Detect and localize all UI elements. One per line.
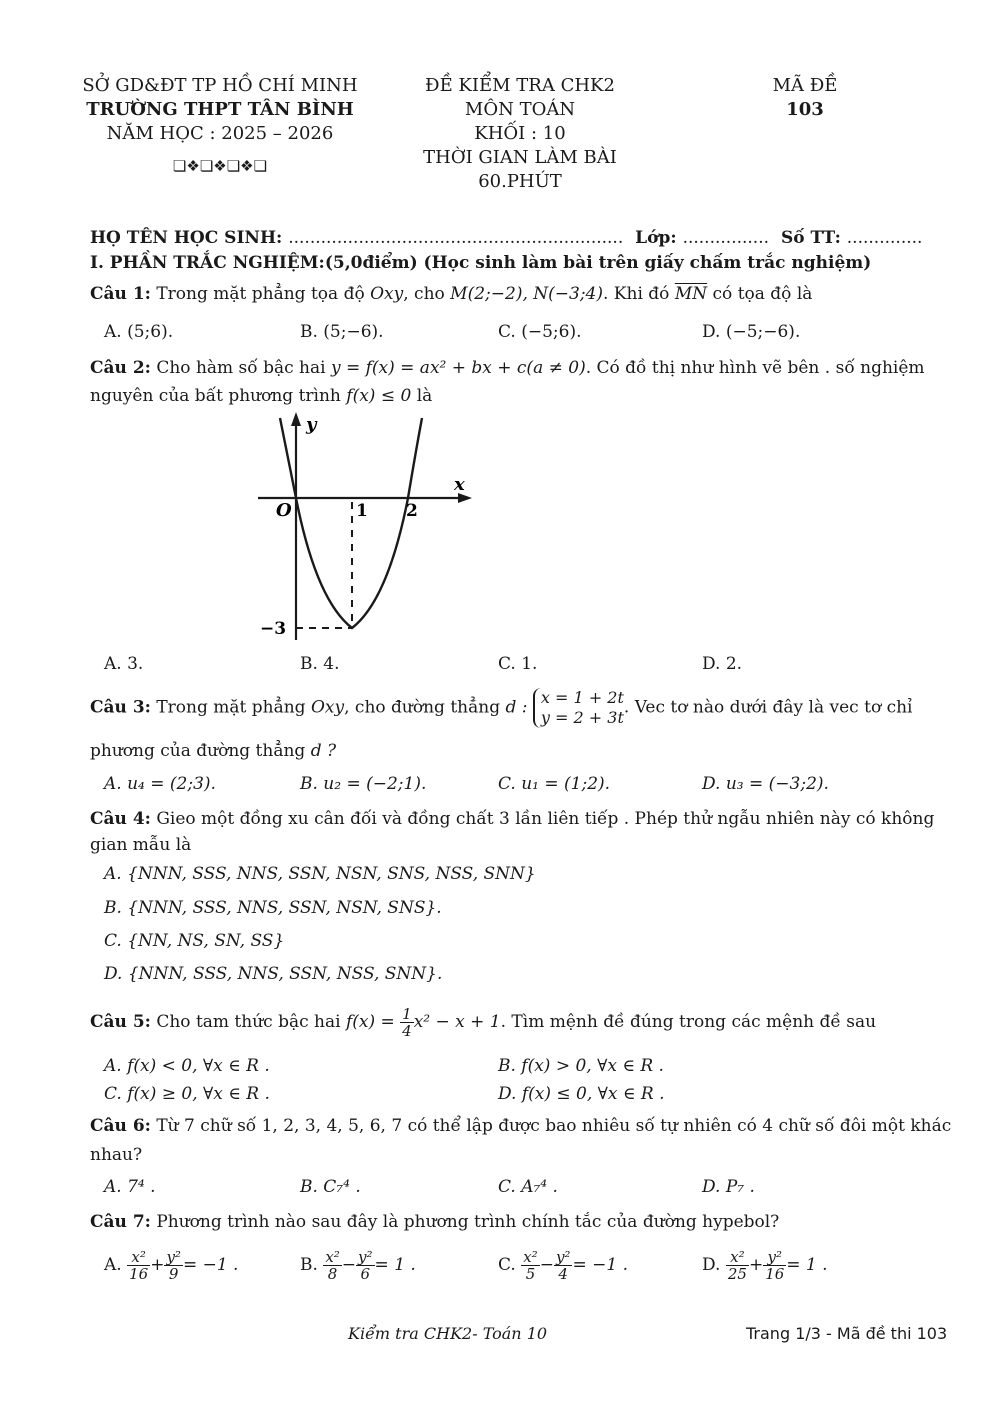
student-name-field: ..............................................................: [288, 228, 624, 248]
q7-a-tail: = −1 .: [182, 1255, 239, 1275]
header-department: SỞ GD&ĐT TP HỒ CHÍ MINH: [82, 75, 358, 96]
question-3-label: Câu 3:: [90, 697, 151, 718]
student-number-field: ..............: [846, 228, 923, 248]
question-7-line: [90, 1210, 779, 1234]
header-school: TRƯỜNG THPT TÂN BÌNH: [86, 99, 354, 120]
question-7-label: Câu 7:: [90, 1212, 151, 1232]
question-3-line-2: [90, 739, 336, 763]
q7-b-den-2: 6: [360, 1265, 371, 1283]
q7-option-b-frac-2: [356, 1249, 375, 1282]
q7-b-tail: = 1 .: [374, 1255, 416, 1275]
graph-x-label: x: [454, 474, 465, 495]
q6-option-d: D. P₇ .: [702, 1177, 755, 1197]
question-3-text-c: . Vec tơ nào dưới đây là vec tơ chỉ: [623, 697, 913, 718]
question-1-label: Câu 1:: [90, 284, 151, 304]
q7-c-tail: = −1 .: [572, 1255, 628, 1275]
question-3-system-line-2: y = 2 + 3t: [540, 708, 624, 727]
q7-option-d-letter: D.: [702, 1255, 721, 1275]
footer-page-info: Trang 1/3 - Mã đề thi 103: [746, 1324, 948, 1343]
q6-option-a: A. 7⁴ .: [104, 1177, 156, 1197]
question-5-line: [90, 1006, 876, 1039]
q7-option-a-frac-1: [127, 1249, 150, 1282]
question-2-label: Câu 2:: [90, 358, 151, 378]
q5-option-d: D. f(x) ≤ 0, ∀x ∈ R .: [498, 1084, 665, 1104]
q5-option-b: B. f(x) > 0, ∀x ∈ R .: [498, 1056, 664, 1076]
q7-option-a-letter: A.: [104, 1255, 122, 1275]
question-7-text: Phương trình nào sau đây là phương trình chính tắc của đường hypebol?: [156, 1212, 780, 1232]
q4-option-c: C. {NN, NS, SN, SS}: [104, 931, 285, 951]
q5-option-a: A. f(x) < 0, ∀x ∈ R .: [104, 1056, 270, 1076]
student-class-label: Lớp:: [635, 228, 677, 248]
question-4-line-2: gian mẫu là: [90, 835, 192, 855]
question-3-oxy: Oxy: [310, 697, 345, 718]
question-1-text-c: . Khi đó: [603, 284, 670, 304]
parabola-graph: [240, 410, 480, 650]
question-2-inequality: f(x) ≤ 0: [346, 386, 412, 406]
q7-option-c-letter: C.: [498, 1255, 516, 1275]
header-ornament: ❏❖❏❖❏❖❏: [172, 157, 268, 175]
question-1-text-b: , cho: [403, 284, 445, 304]
q1-option-d: D. (−5;−6).: [702, 322, 801, 342]
q2-option-b: B. 4.: [300, 654, 340, 674]
question-4-line-1: [90, 807, 934, 831]
question-2-text-d: là: [416, 386, 433, 406]
q6-option-c: C. A₇⁴ .: [498, 1177, 558, 1197]
q7-d-op: +: [748, 1255, 764, 1275]
q7-a-den-2: 9: [168, 1265, 179, 1283]
question-5-fraction: [400, 1006, 414, 1039]
q7-d-den-2: 16: [765, 1265, 785, 1283]
q7-b-num-2: y²: [358, 1248, 373, 1266]
question-5-text-a: Cho tam thức bậc hai: [156, 1012, 341, 1032]
footer-title: Kiểm tra CHK2- Toán 10: [348, 1324, 548, 1343]
question-3-system-line-1: x = 1 + 2t: [540, 688, 624, 707]
question-1: [90, 282, 812, 306]
graph-tick-2: 2: [406, 501, 418, 521]
q4-option-a: A. {NNN, SSS, NNS, SSN, NSN, SNS, NSS, SNN}: [104, 864, 536, 884]
graph-y-label: y: [306, 414, 317, 435]
graph-tick-1: 1: [356, 501, 368, 521]
header-code-value: 103: [786, 99, 824, 120]
q3-option-c: C. u₁ = (1;2).: [498, 774, 611, 794]
graph-y-arrow: [291, 412, 301, 426]
question-1-points: M(2;−2), N(−3;4): [450, 284, 603, 304]
question-3-d-q: d ?: [310, 741, 337, 761]
q7-c-num-1: x²: [523, 1248, 538, 1266]
q7-d-tail: = 1 .: [786, 1255, 828, 1275]
q7-option-a-frac-2: [164, 1249, 183, 1282]
q7-option-d: [702, 1248, 828, 1282]
question-3-text-b: , cho đường thẳng: [344, 697, 501, 718]
question-3-text-d: phương của đường thẳng: [90, 741, 306, 761]
q7-option-b: [300, 1248, 416, 1282]
graph-tick-minus-3: −3: [260, 619, 287, 639]
question-5-f: f(x) =: [345, 1012, 395, 1032]
header-duration-value: 60.PHÚT: [478, 171, 562, 192]
student-class-field: ................: [682, 228, 770, 248]
header-exam-title: ĐỀ KIỂM TRA CHK2: [425, 75, 615, 96]
header-subject: MÔN TOÁN: [464, 99, 576, 120]
q4-option-d: D. {NNN, SSS, NNS, SSN, NSS, SNN}.: [104, 964, 443, 984]
q7-option-d-frac-1: [726, 1249, 749, 1282]
q7-option-c: [498, 1248, 628, 1282]
q3-option-a: A. u₄ = (2;3).: [104, 774, 216, 794]
q1-option-c: C. (−5;6).: [498, 322, 582, 342]
q7-a-op: +: [150, 1255, 165, 1275]
q5-option-c: C. f(x) ≥ 0, ∀x ∈ R .: [104, 1084, 270, 1104]
question-2-formula: y = f(x) = ax² + bx + c(a ≠ 0): [330, 358, 586, 378]
q2-option-c: C. 1.: [498, 654, 538, 674]
q2-option-d: D. 2.: [702, 654, 743, 674]
q3-option-b: B. u₂ = (−2;1).: [300, 774, 427, 794]
q7-option-c-frac-2: [554, 1249, 573, 1282]
q1-option-a: A. (5;6).: [104, 322, 174, 342]
header-grade: KHỐI : 10: [474, 123, 566, 144]
q7-c-den-2: 4: [558, 1265, 568, 1283]
q7-b-num-1: x²: [325, 1248, 340, 1266]
student-name-label: HỌ TÊN HỌC SINH:: [90, 228, 283, 248]
question-2-line-1: [90, 356, 925, 380]
q7-b-op: −: [341, 1255, 357, 1275]
q7-d-den-1: 25: [727, 1265, 747, 1283]
q7-option-a: [104, 1248, 238, 1282]
question-5-text-b: . Tìm mệnh đề đúng trong các mệnh đề sau: [500, 1012, 877, 1032]
q7-option-c-frac-1: [521, 1249, 539, 1282]
q7-c-num-2: y²: [555, 1248, 571, 1266]
question-3-d: d :: [505, 697, 528, 718]
student-info-line: [90, 226, 922, 250]
question-5-label: Câu 5:: [90, 1012, 151, 1032]
graph-origin-label: O: [276, 500, 292, 521]
question-1-text: Trong mặt phẳng tọa độ: [156, 284, 365, 304]
header-duration-label: THỜI GIAN LÀM BÀI: [423, 147, 617, 168]
header-code-label: MÃ ĐỀ: [772, 75, 838, 96]
q7-option-d-frac-2: [763, 1249, 786, 1282]
question-6-line-1: [90, 1114, 951, 1138]
q7-b-den-1: 8: [327, 1265, 338, 1283]
q7-c-op: −: [539, 1255, 554, 1275]
question-2-text-b: . Có đồ thị như hình vẽ bên . số nghiệm: [585, 358, 925, 378]
question-6-text: Từ 7 chữ số 1, 2, 3, 4, 5, 6, 7 có thể lập được bao nhiêu số tự nhiên có 4 chữ số đôi một khác: [156, 1116, 952, 1136]
question-5-fraction-num: 1: [402, 1005, 412, 1023]
question-6-label: Câu 6:: [90, 1116, 151, 1136]
question-1-oxy: Oxy: [370, 284, 404, 304]
question-3-text-a: Trong mặt phẳng: [156, 697, 306, 718]
question-4-label: Câu 4:: [90, 809, 151, 829]
q2-option-a: A. 3.: [104, 654, 144, 674]
q7-option-b-letter: B.: [300, 1255, 318, 1275]
q7-a-den-1: 16: [129, 1265, 149, 1283]
q7-a-num-1: x²: [127, 1249, 150, 1266]
q7-d-num-1: x²: [726, 1249, 749, 1266]
header-center: [395, 74, 645, 194]
question-4-text: Gieo một đồng xu cân đối và đồng chất 3 lần liên tiếp . Phép thử ngẫu nhiên này có không: [156, 809, 935, 829]
q7-c-den-1: 5: [525, 1265, 536, 1283]
question-3-line-1: [90, 688, 912, 728]
header-right: [755, 74, 855, 122]
question-5-expression: x² − x + 1: [413, 1012, 501, 1032]
q7-d-num-2: y²: [763, 1249, 786, 1266]
q7-option-b-frac-1: [323, 1249, 341, 1282]
question-6-line-2: nhau?: [90, 1145, 143, 1165]
question-2-line-2: [90, 384, 432, 408]
question-5-fraction-den: 4: [402, 1022, 412, 1040]
question-1-vector: $\overline{MN}$: [674, 284, 708, 304]
question-1-text-d: có tọa độ là: [712, 284, 813, 304]
header-left: [80, 74, 360, 178]
question-3-system: [533, 688, 624, 728]
question-2-text-a: Cho hàm số bậc hai: [156, 358, 326, 378]
header-school-year: NĂM HỌC : 2025 – 2026: [106, 123, 334, 144]
section-title: I. PHẦN TRẮC NGHIỆM:(5,0điểm) (Học sinh làm bài trên giấy chấm trắc nghiệm): [90, 253, 872, 273]
q1-option-b: B. (5;−6).: [300, 322, 384, 342]
q7-a-num-2: y²: [166, 1248, 181, 1266]
q4-option-b: B. {NNN, SSS, NNS, SSN, NSN, SNS}.: [104, 898, 442, 918]
question-2-text-c: nguyên của bất phương trình: [90, 386, 341, 406]
q6-option-b: B. C₇⁴ .: [300, 1177, 361, 1197]
q3-option-d: D. u₃ = (−3;2).: [702, 774, 829, 794]
student-number-label: Số TT:: [780, 228, 841, 248]
